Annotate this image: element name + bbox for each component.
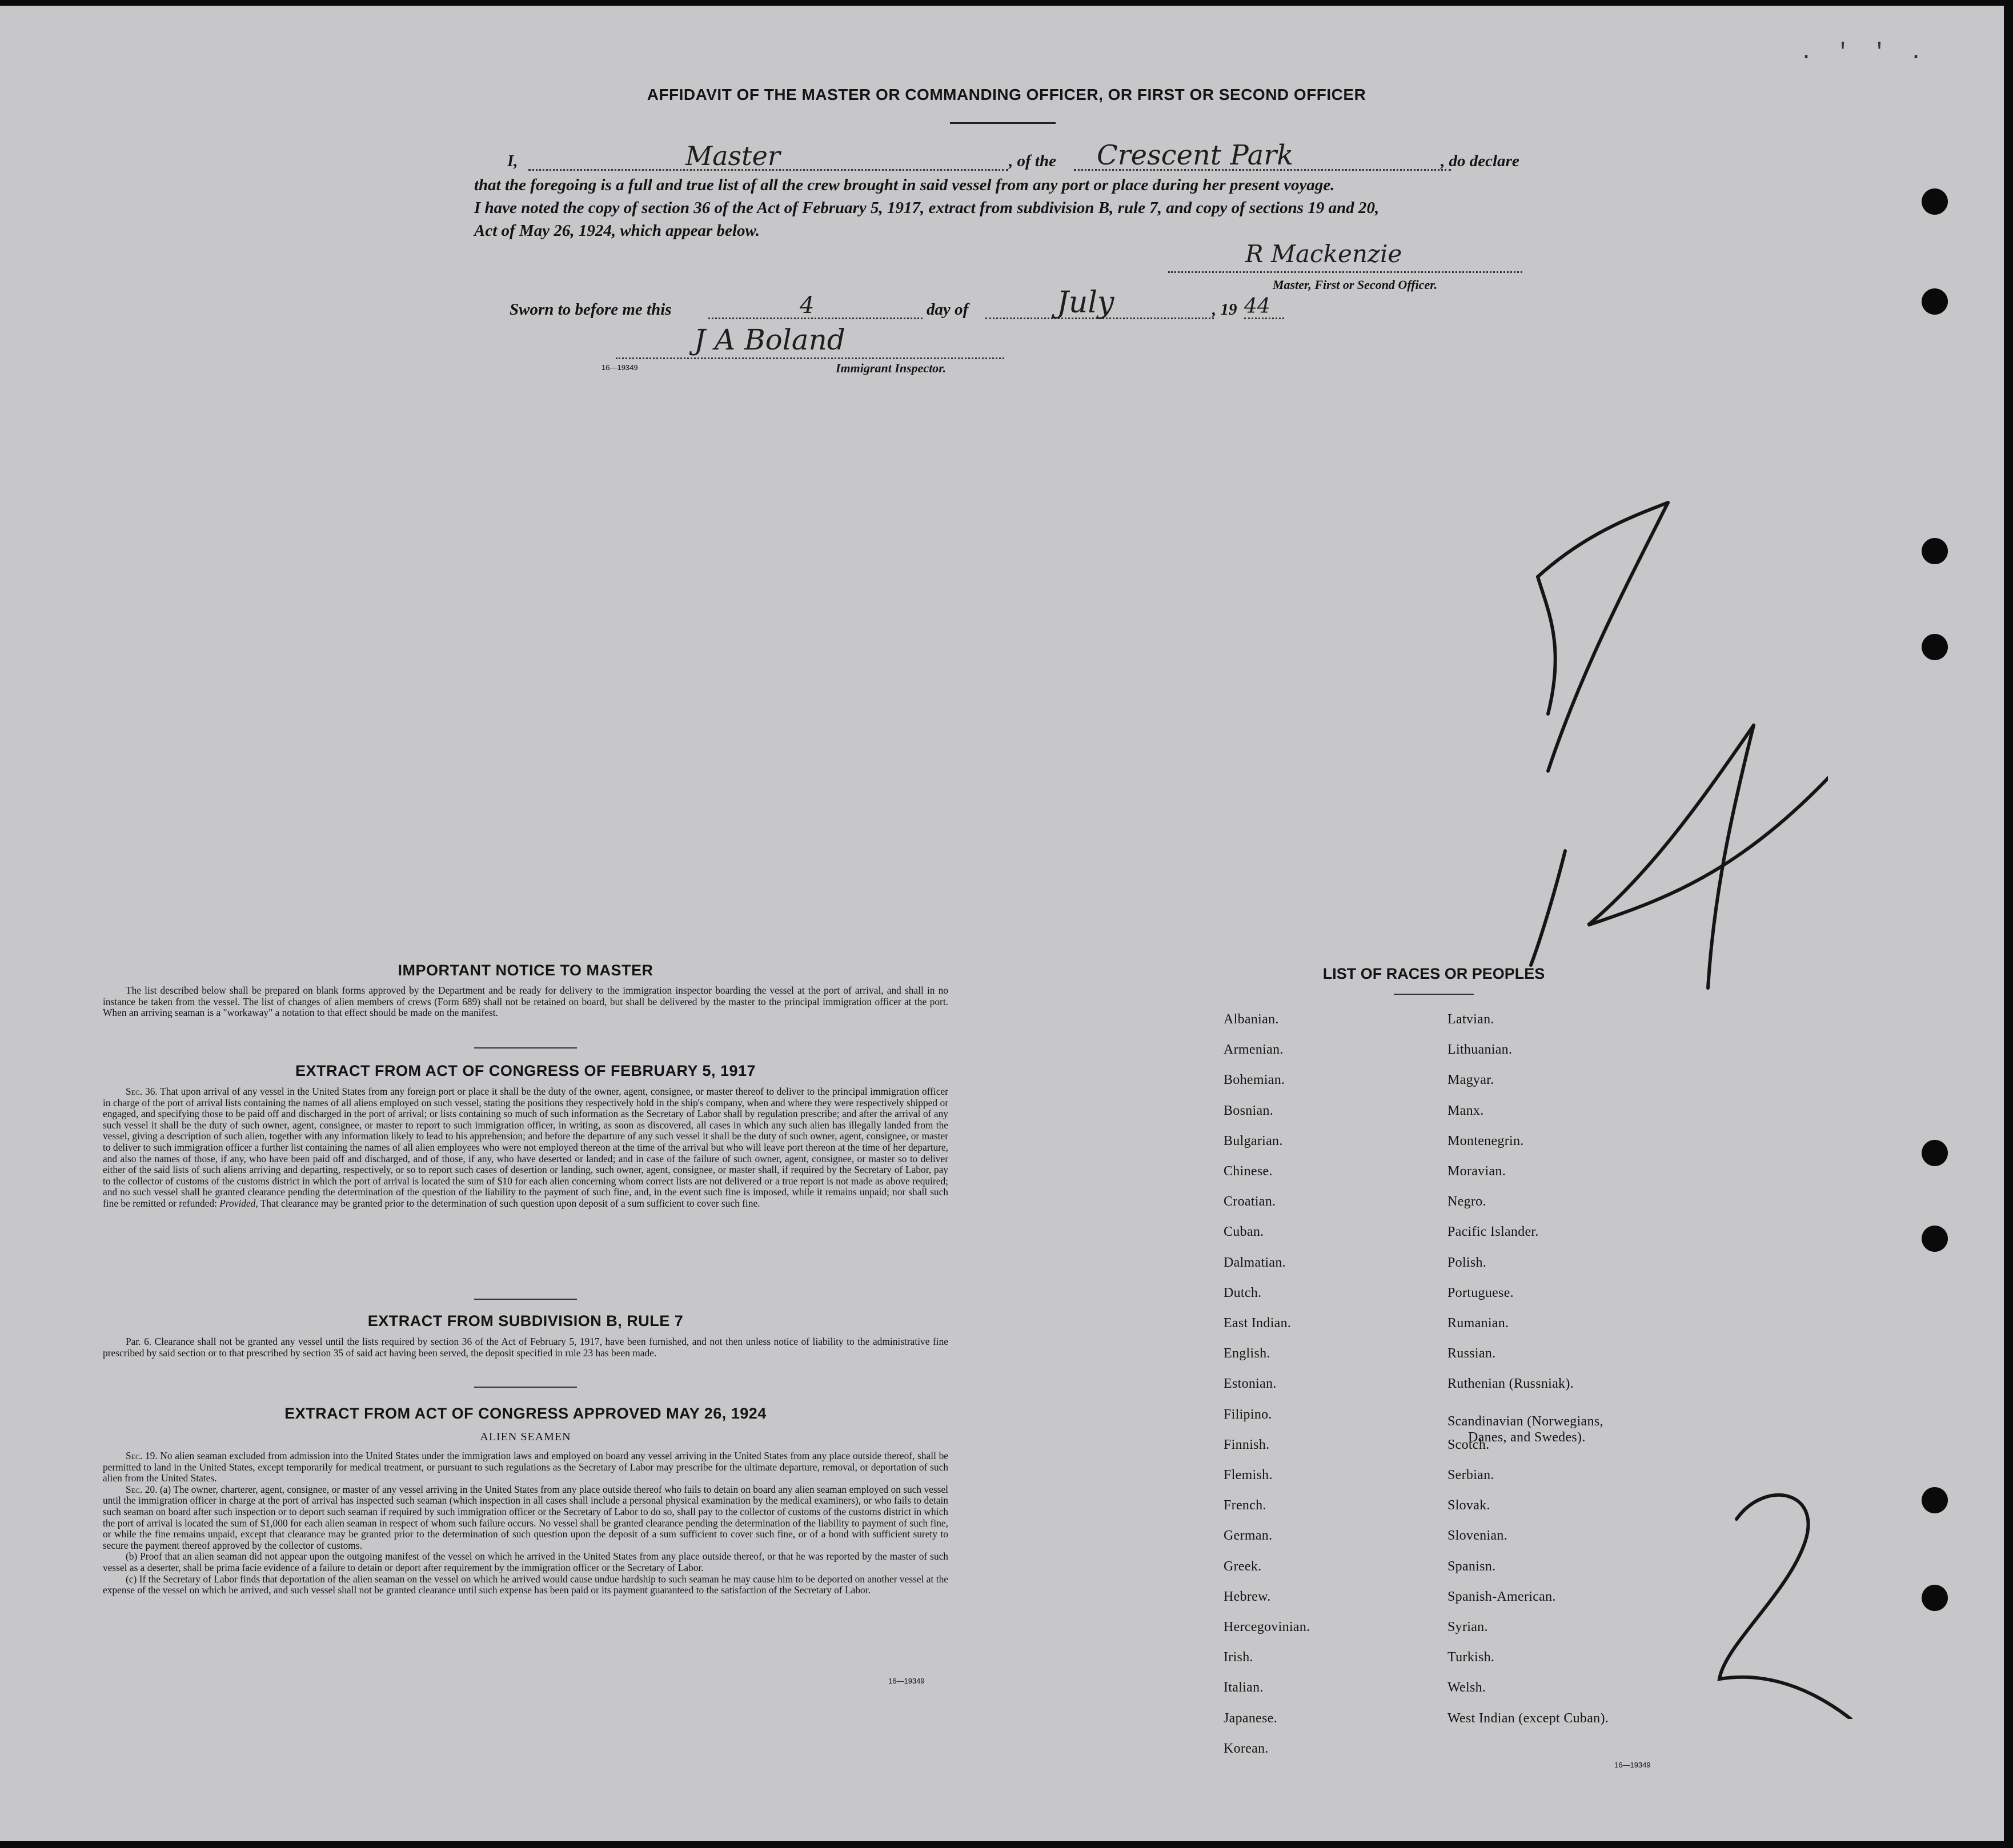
race-item: Slovenian. — [1447, 1528, 1507, 1544]
notice-divider — [474, 1047, 577, 1048]
race-item: Slovak. — [1447, 1498, 1490, 1513]
race-item: Armenian. — [1224, 1042, 1284, 1058]
extract-1924-sec20b: (b) Proof that an alien seaman did not appear upon the outgoing manifest of the vessel on which he arrived in the United States from any place outside thereof, or that he was reported by the master of such vessel as a deserter, shall be prima facie evidence of a failure to detain or deport after requirement by the immigration officer or the Secretary of Labor. — [103, 1550, 948, 1573]
race-item: Welsh. — [1447, 1680, 1486, 1696]
race-item: Italian. — [1224, 1680, 1264, 1696]
handwritten-side-number — [1702, 1479, 1862, 1719]
extract-1924-sec20a — [103, 1484, 948, 1552]
master-signature-line — [1168, 271, 1522, 273]
race-item: Magyar. — [1447, 1072, 1494, 1088]
race-item: Bosnian. — [1224, 1103, 1274, 1118]
race-item: Dalmatian. — [1224, 1255, 1286, 1270]
race-item: Dutch. — [1224, 1285, 1262, 1300]
punch-hole-7 — [1922, 1487, 1948, 1513]
master-signature: R Mackenzie — [1245, 240, 1402, 268]
race-item: Bohemian. — [1224, 1072, 1285, 1088]
punch-hole-3 — [1922, 538, 1948, 564]
notice-title: IMPORTANT NOTICE TO MASTER — [398, 962, 653, 979]
extract-1924-text — [103, 1451, 948, 1596]
rank-handwritten: Master — [685, 140, 780, 171]
race-item: Lithuanian. — [1447, 1042, 1513, 1058]
race-item: Japanese. — [1224, 1710, 1277, 1726]
race-item: Moravian. — [1447, 1164, 1506, 1179]
race-item: Albanian. — [1224, 1012, 1279, 1027]
sec20a-body: (a) The owner, charterer, agent, consignee, or master of any vessel arriving in the United States from any place outside thereof who fails to detain on board any alien seaman employed on such vessel until the immigration officer in charge at the port of arrival has inspected such seaman (which inspection in all cases shall include a personal physical examination by the medical examiners), or who fails to detain such seaman on board after such inspection or to deport such seaman if required by such immigration officer or the Secretary of Labor to do so, shall pay to the collector of customs of the customs district in which the port of arrival is located the sum of $1,000 for each alien seaman in respect of whom such failure occurs. No vessel shall be granted clearance pending the determination of the liability to payment of such fine, or while the fine remains unpaid, except that clearance may be granted prior to the determination of such question upon the deposit of a sum sufficient to cover such fine, or of a bond with sufficient surety to secure the payment thereof approved by the collector of customs. — [103, 1483, 948, 1551]
scan-border-right — [2004, 0, 2013, 1848]
race-item: Ruthenian (Russniak). — [1447, 1376, 1574, 1392]
race-item: Filipino. — [1224, 1407, 1272, 1422]
race-item: Chinese. — [1224, 1164, 1273, 1179]
punch-hole-1 — [1922, 188, 1948, 215]
extract-1924-subtitle: ALIEN SEAMEN — [480, 1431, 571, 1443]
race-item: Russian. — [1447, 1346, 1496, 1361]
notice-text — [103, 985, 948, 1019]
extract-1917-proviso: That clearance may be granted prior to the determination of such question upon deposit of a sum sufficient to cover such fine. — [260, 1197, 760, 1209]
extract-rule7-text — [103, 1336, 948, 1359]
race-item: Negro. — [1447, 1194, 1486, 1210]
sworn-month-handwritten: July — [1057, 286, 1114, 320]
race-item: Korean. — [1224, 1741, 1269, 1756]
race-item: West Indian (except Cuban). — [1447, 1710, 1609, 1726]
affidavit-do-declare: , do declare — [1441, 152, 1519, 170]
extract-1917-text — [103, 1086, 948, 1210]
extract-1917-proviso-label: Provided, — [219, 1197, 258, 1209]
affidavit-title: AFFIDAVIT OF THE MASTER OR COMMANDING OFFICER, OR FIRST OR SECOND OFFICER — [647, 86, 1366, 103]
race-item: Danes, and Swedes). — [1468, 1429, 1586, 1445]
race-item: French. — [1224, 1498, 1266, 1513]
punch-hole-2 — [1922, 288, 1948, 315]
inspector-signature-line — [616, 357, 1004, 359]
race-item: East Indian. — [1224, 1316, 1292, 1331]
extract-1924-title: EXTRACT FROM ACT OF CONGRESS APPROVED MAY 26, 1924 — [284, 1405, 767, 1422]
affidavit-body-line-2: I have noted the copy of section 36 of the Act of February 5, 1917, extract from subdivision B, rule 7, and copy of sections 19 and 20, — [474, 199, 1380, 217]
vessel-name-handwritten: Crescent Park — [1097, 139, 1294, 171]
extract-1924-sec20c: (c) If the Secretary of Labor finds that deportation of the alien seaman on the vessel on which he arrived would cause undue hardship to such seaman he may cause him to be deported on another vessel at the expense of the vessel on which he arrived, and such vessel shall not be granted clearance until such expense has been paid or its payment guaranteed to the satisfaction of the Secretary of Labor. — [103, 1573, 948, 1596]
extract-1924-sec19 — [103, 1451, 948, 1484]
affidavit-form-code: 16—19349 — [602, 363, 638, 372]
race-item: Croatian. — [1224, 1194, 1276, 1210]
extract-1917-divider — [474, 1299, 577, 1300]
affidavit-i-label: I, — [507, 152, 518, 170]
sec20-label: Sec. 20. — [126, 1483, 158, 1495]
affidavit-of-the: , of the — [1009, 152, 1056, 170]
race-item: Cuban. — [1224, 1224, 1264, 1240]
sworn-day-line — [708, 318, 923, 319]
sec19-label: Sec. 19. — [126, 1450, 158, 1461]
punch-hole-5 — [1922, 1140, 1948, 1166]
races-title: LIST OF RACES OR PEOPLES — [1322, 965, 1545, 982]
race-item: Pacific Islander. — [1447, 1224, 1539, 1240]
sworn-year-prefix: , 19 — [1212, 300, 1237, 319]
sworn-day-handwritten: 4 — [800, 292, 815, 319]
sec19-body: No alien seaman excluded from admission into the United States under the immigration laws and employed on board any vessel arriving in the United States from any place outside thereof, shall be permitted to land in the United States, except temporarily for medical treatment, or pursuant to such regulations as the Secretary of Labor may prescribe for the ultimate departure, removal, or deportation of such alien from the United States. — [103, 1450, 948, 1484]
race-item: Rumanian. — [1447, 1316, 1509, 1331]
races-title-rule — [1394, 994, 1474, 995]
race-item: Polish. — [1447, 1255, 1487, 1270]
extract-1917-title: EXTRACT FROM ACT OF CONGRESS OF FEBRUARY 5, 1917 — [295, 1062, 756, 1079]
notice-form-code: 16—19349 — [888, 1677, 925, 1685]
notice-text-body: The list described below shall be prepared on blank forms approved by the Department and be ready for delivery to the immigration inspector boarding the vessel at the port of arrival, and shall in no instance be taken from the vessel. The list of changes of alien members of crews (Form 689) shall not be retained on board, but shall be delivered by the master to the principal immigration officer at the port. When an arriving seaman is a "workaway" a notation to that effect should be made on the manifest. — [103, 985, 948, 1019]
punch-hole-6 — [1922, 1226, 1948, 1252]
master-caption: Master, First or Second Officer. — [1273, 278, 1438, 292]
sworn-prefix: Sworn to before me this — [510, 300, 672, 319]
race-item: Portuguese. — [1447, 1285, 1514, 1300]
scan-border-top — [0, 0, 2013, 6]
race-item: Estonian. — [1224, 1376, 1277, 1392]
race-item: Turkish. — [1447, 1650, 1495, 1665]
punch-hole-4 — [1922, 634, 1948, 660]
affidavit-body-line-3: Act of May 26, 1924, which appear below. — [474, 222, 760, 240]
race-item: Irish. — [1224, 1650, 1253, 1665]
race-item: Finnish. — [1224, 1437, 1270, 1452]
race-item: Greek. — [1224, 1558, 1262, 1574]
inspector-signature: J A Boland — [694, 323, 845, 356]
races-form-code: 16—19349 — [1614, 1761, 1651, 1769]
race-item: Serbian. — [1447, 1468, 1494, 1483]
race-item: Scandinavian (Norwegians, — [1447, 1413, 1603, 1429]
race-item: Scotch. — [1447, 1437, 1490, 1452]
extract-rule7-divider — [474, 1387, 577, 1388]
punch-hole-8 — [1922, 1585, 1948, 1611]
race-item: Hebrew. — [1224, 1589, 1271, 1604]
extract-rule7-body: Par. 6. Clearance shall not be granted any vessel until the lists required by section 36 of the Act of February 5, 1917, have been furnished, and not then unless notice of liability to the administrative fine prescribed by said section or to that prescribed by section 35 of said act having been served, the deposit specified in rule 23 has been made. — [103, 1336, 948, 1359]
race-item: Latvian. — [1447, 1012, 1494, 1027]
race-item: Flemish. — [1224, 1468, 1273, 1483]
race-item: Manx. — [1447, 1103, 1484, 1118]
stamp-marks: . ' ' . — [1799, 40, 1928, 66]
handwritten-large-number — [1485, 497, 1828, 999]
race-item: Spanisn. — [1447, 1558, 1496, 1574]
race-item: German. — [1224, 1528, 1273, 1544]
race-item: Hercegovinian. — [1224, 1620, 1310, 1634]
race-item: Bulgarian. — [1224, 1133, 1283, 1148]
extract-1917-sec-label: Sec. 36. — [126, 1086, 158, 1097]
sworn-year-handwritten: 44 — [1244, 295, 1270, 318]
sworn-day-of: day of — [927, 300, 969, 319]
race-item: English. — [1224, 1346, 1270, 1361]
affidavit-body-line-1: that the foregoing is a full and true list of all the crew brought in said vessel from any port or place during her present voyage. — [474, 176, 1335, 194]
extract-1917-body: That upon arrival of any vessel in the United States from any foreign port or place it shall be the duty of the owner, agent, consignee, or master thereof to deliver to the principal immigration officer in charge of the port of arrival lists containing the names of all aliens employed on such vessel, stating the positions they respectively hold in the ship's company, when and where they were respectively shipped or engaged, and specifying those to be paid off and discharged in the port of arrival; or lists containing so much of such information as the Secretary of Labor shall by regulation prescribe; and after the arrival of any such vessel it shall be the duty of such owner, agent, consignee, or master to report to such immigration officer, in writing, as soon as discovered, all cases in which any such alien has illegally landed from the vessel, giving a description of such alien, together with any information likely to lead to his apprehension; and before the departure of any such vessel it shall be the duty of such owner, agent, consignee, or master to deliver to such immigration officer a further list containing the names of all alien employees who were not employed thereon at the time of the arrival but who will leave port thereon at the time of her departure, and also the names of those, if any, who have been paid off and discharged, and of those, if any, who have deserted or landed; and in case of the failure of such owner, agent, consignee, or master so to deliver either of the said lists of such aliens arriving and departing, respectively, or so to report such cases of desertion or landing, such owner, agent, consignee, or master shall, if required by the Secretary of Labor, pay to the collector of customs of the customs district in which the port of arrival is located the sum of $10 for each alien concerning whom correct lists are not delivered or a true report is not made as above required; and no such vessel shall be granted clearance pending the determination of the question of the liability to the payment of such fine, and, in the event such fine is imposed, while it remains unpaid; nor shall such fine be remitted or refunded: — [103, 1086, 948, 1209]
race-item: Montenegrin. — [1447, 1133, 1524, 1148]
race-item: Spanish-American. — [1447, 1589, 1556, 1604]
extract-rule7-title: EXTRACT FROM SUBDIVISION B, RULE 7 — [367, 1312, 684, 1329]
scan-border-bottom — [0, 1841, 2013, 1848]
affidavit-title-rule — [950, 122, 1056, 124]
inspector-caption: Immigrant Inspector. — [836, 361, 947, 375]
race-item: Syrian. — [1447, 1620, 1488, 1634]
